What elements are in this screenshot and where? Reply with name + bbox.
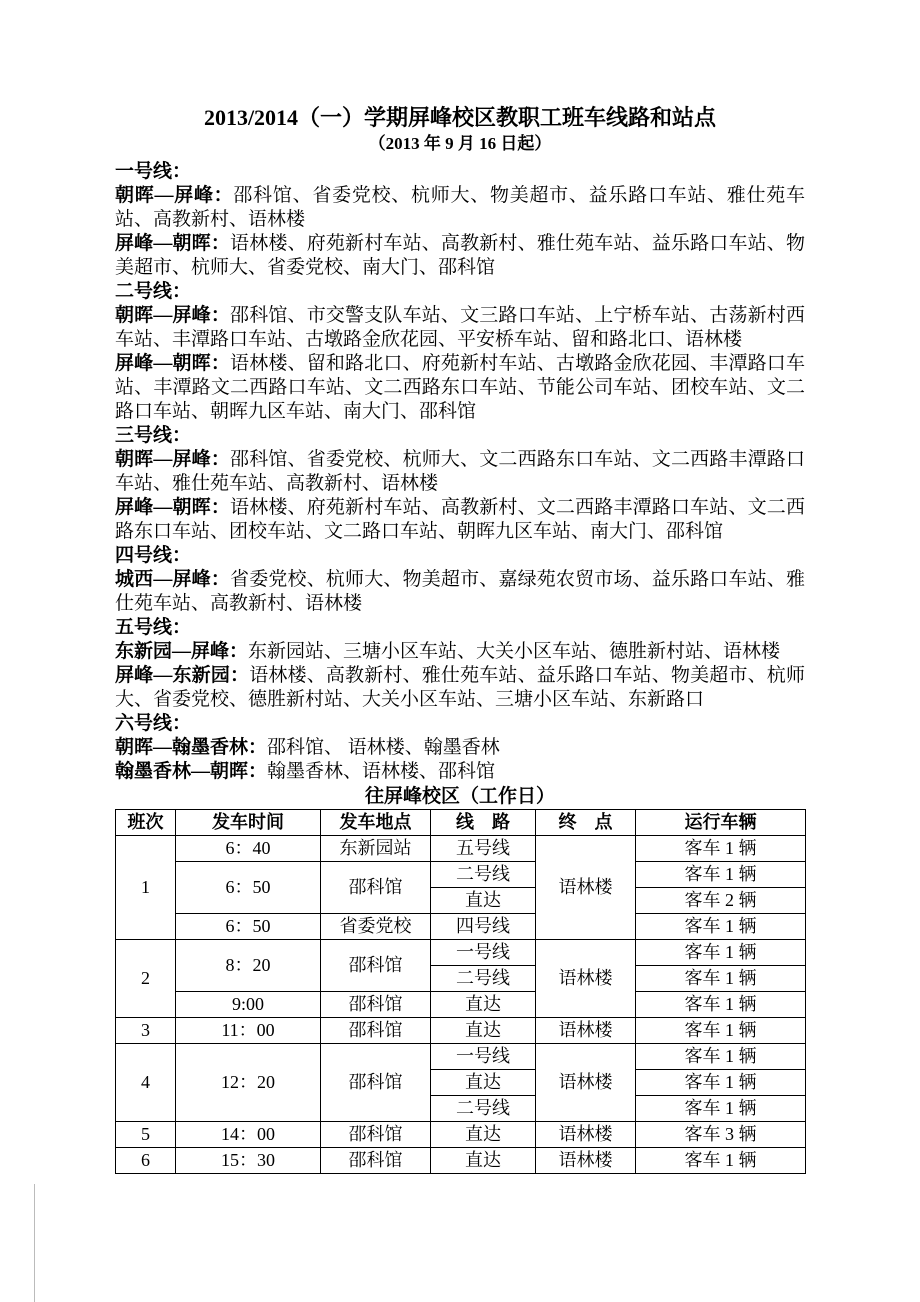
route-heading: 五号线： [115,617,192,638]
cell-vehicles: 客车 1 辆 [636,862,806,888]
page-title: 2013/2014（一）学期屏峰校区教职工班车线路和站点 [203,105,717,130]
stops-text: 邵科馆、 语林楼、翰墨香林 [267,737,500,758]
direction-label: 东新园—屏峰： [115,641,249,662]
cell-place: 邵科馆 [321,1122,431,1148]
column-header-time: 发车时间 [176,810,321,836]
stops-text: 省委党校、杭师大、物美超市、嘉绿苑农贸市场、益乐路口车站、雅仕苑车站、高教新村、语林楼 [115,569,805,614]
stops-text: 邵科馆、省委党校、杭师大、物美超市、益乐路口车站、雅仕苑车站、高教新村、语林楼 [115,185,805,230]
cell-line: 二号线 [431,1096,536,1122]
cell-line: 二号线 [431,966,536,992]
cell-vehicles: 客车 1 辆 [636,836,806,862]
table-caption: 往屏峰校区（工作日） [364,786,555,807]
cell-line: 直达 [431,1070,536,1096]
cell-destination: 语林楼 [536,836,636,940]
cell-line: 直达 [431,1018,536,1044]
cell-place: 邵科馆 [321,1018,431,1044]
cell-line: 一号线 [431,940,536,966]
direction-label: 朝晖—屏峰： [115,449,231,470]
cell-vehicles: 客车 1 辆 [636,940,806,966]
cell-place: 邵科馆 [321,940,431,992]
stops-text: 语林楼、府苑新村车站、高教新村、文二西路丰潭路口车站、文二西路东口车站、团校车站、文二路口车站、朝晖九区车站、南大门、邵科馆 [115,497,805,542]
cell-line: 直达 [431,1122,536,1148]
cell-vehicles: 客车 1 辆 [636,1044,806,1070]
column-header-line: 线 路 [431,810,536,836]
page-edge-line [34,1184,35,1302]
cell-trip-number: 1 [116,836,176,940]
route-paragraph [115,760,805,784]
table-row [116,1018,806,1044]
route-paragraph [115,352,805,424]
cell-destination: 语林楼 [536,1148,636,1174]
stops-text: 邵科馆、省委党校、杭师大、文二西路东口车站、文二西路丰潭路口车站、雅仕苑车站、高教新村、语林楼 [115,449,805,494]
cell-vehicles: 客车 1 辆 [636,966,806,992]
cell-time: 15：30 [176,1148,321,1174]
cell-line: 直达 [431,992,536,1018]
cell-place: 邵科馆 [321,862,431,914]
table-row [116,1122,806,1148]
cell-vehicles: 客车 2 辆 [636,888,806,914]
route-paragraph [115,184,805,232]
cell-vehicles: 客车 1 辆 [636,1018,806,1044]
stops-text: 邵科馆、市交警支队车站、文三路口车站、上宁桥车站、古荡新村西车站、丰潭路口车站、古墩路金欣花园、平安桥车站、留和路北口、语林楼 [115,305,805,350]
route-heading: 二号线： [115,281,192,302]
column-header-place: 发车地点 [321,810,431,836]
cell-line: 一号线 [431,1044,536,1070]
cell-line: 二号线 [431,862,536,888]
cell-time: 11：00 [176,1018,321,1044]
table-row [116,836,806,862]
direction-label: 朝晖—屏峰： [115,185,234,206]
route-section-line6 [115,712,805,784]
page-subtitle: （2013 年 9 月 16 日起） [368,134,552,153]
cell-trip-number: 6 [116,1148,176,1174]
route-paragraph [115,736,805,760]
stops-text: 语林楼、高教新村、雅仕苑车站、益乐路口车站、物美超市、杭师大、省委党校、德胜新村站、大关小区车站、三塘小区车站、东新路口 [115,665,805,710]
cell-vehicles: 客车 1 辆 [636,992,806,1018]
cell-destination: 语林楼 [536,1044,636,1122]
route-section-line4 [115,544,805,616]
cell-time: 6：50 [176,914,321,940]
table-row [116,1044,806,1070]
stops-text: 翰墨香林、语林楼、邵科馆 [267,761,496,782]
route-paragraph [115,568,805,616]
routes-section [115,160,805,784]
route-paragraph [115,496,805,544]
route-heading: 三号线： [115,425,192,446]
table-header-row [116,810,806,836]
cell-time: 14：00 [176,1122,321,1148]
route-paragraph [115,664,805,712]
cell-trip-number: 5 [116,1122,176,1148]
cell-vehicles: 客车 1 辆 [636,1070,806,1096]
cell-time: 12：20 [176,1044,321,1122]
route-section-line3 [115,424,805,544]
route-section-line2 [115,280,805,424]
cell-place: 邵科馆 [321,1044,431,1122]
cell-time: 6：50 [176,862,321,914]
cell-time: 6：40 [176,836,321,862]
cell-time: 9:00 [176,992,321,1018]
table-row [116,940,806,966]
cell-place: 邵科馆 [321,1148,431,1174]
stops-text: 东新园站、三塘小区车站、大关小区车站、德胜新村站、语林楼 [248,641,781,662]
cell-trip-number: 4 [116,1044,176,1122]
route-heading: 一号线： [115,161,192,182]
cell-vehicles: 客车 1 辆 [636,914,806,940]
direction-label: 翰墨香林—朝晖： [115,761,268,782]
column-header-destination: 终 点 [536,810,636,836]
route-heading: 四号线： [115,545,192,566]
stops-text: 语林楼、府苑新村车站、高教新村、雅仕苑车站、益乐路口车站、物美超市、杭师大、省委党校、南大门、邵科馆 [115,233,805,278]
route-section-line1 [115,160,805,280]
direction-label: 城西—屏峰： [115,569,231,590]
cell-vehicles: 客车 3 辆 [636,1122,806,1148]
direction-label: 屏峰—朝晖： [115,353,231,374]
route-paragraph [115,640,805,664]
table-row [116,1148,806,1174]
table-row [116,992,806,1018]
direction-label: 屏峰—朝晖： [115,233,231,254]
route-section-line5 [115,616,805,712]
schedule-table [115,809,806,1174]
route-paragraph [115,304,805,352]
direction-label: 屏峰—东新园： [115,665,250,686]
cell-place: 邵科馆 [321,992,431,1018]
cell-line: 直达 [431,888,536,914]
cell-line: 四号线 [431,914,536,940]
table-row [116,914,806,940]
cell-destination: 语林楼 [536,940,636,1018]
direction-label: 朝晖—翰墨香林： [115,737,268,758]
route-paragraph [115,232,805,280]
cell-line: 五号线 [431,836,536,862]
cell-vehicles: 客车 1 辆 [636,1096,806,1122]
column-header-vehicles: 运行车辆 [636,810,806,836]
cell-place: 东新园站 [321,836,431,862]
cell-trip-number: 3 [116,1018,176,1044]
stops-text: 语林楼、留和路北口、府苑新村车站、古墩路金欣花园、丰潭路口车站、丰潭路文二西路口车站、文二西路东口车站、节能公司车站、团校车站、文二路口车站、朝晖九区车站、南大门、邵科馆 [115,353,805,422]
cell-vehicles: 客车 1 辆 [636,1148,806,1174]
cell-trip-number: 2 [116,940,176,1018]
cell-line: 直达 [431,1148,536,1174]
column-header-trip: 班次 [116,810,176,836]
table-row [116,862,806,888]
cell-place: 省委党校 [321,914,431,940]
cell-destination: 语林楼 [536,1018,636,1044]
cell-destination: 语林楼 [536,1122,636,1148]
route-paragraph [115,448,805,496]
direction-label: 朝晖—屏峰： [115,305,231,326]
route-heading: 六号线： [115,713,192,734]
cell-time: 8：20 [176,940,321,992]
direction-label: 屏峰—朝晖： [115,497,231,518]
